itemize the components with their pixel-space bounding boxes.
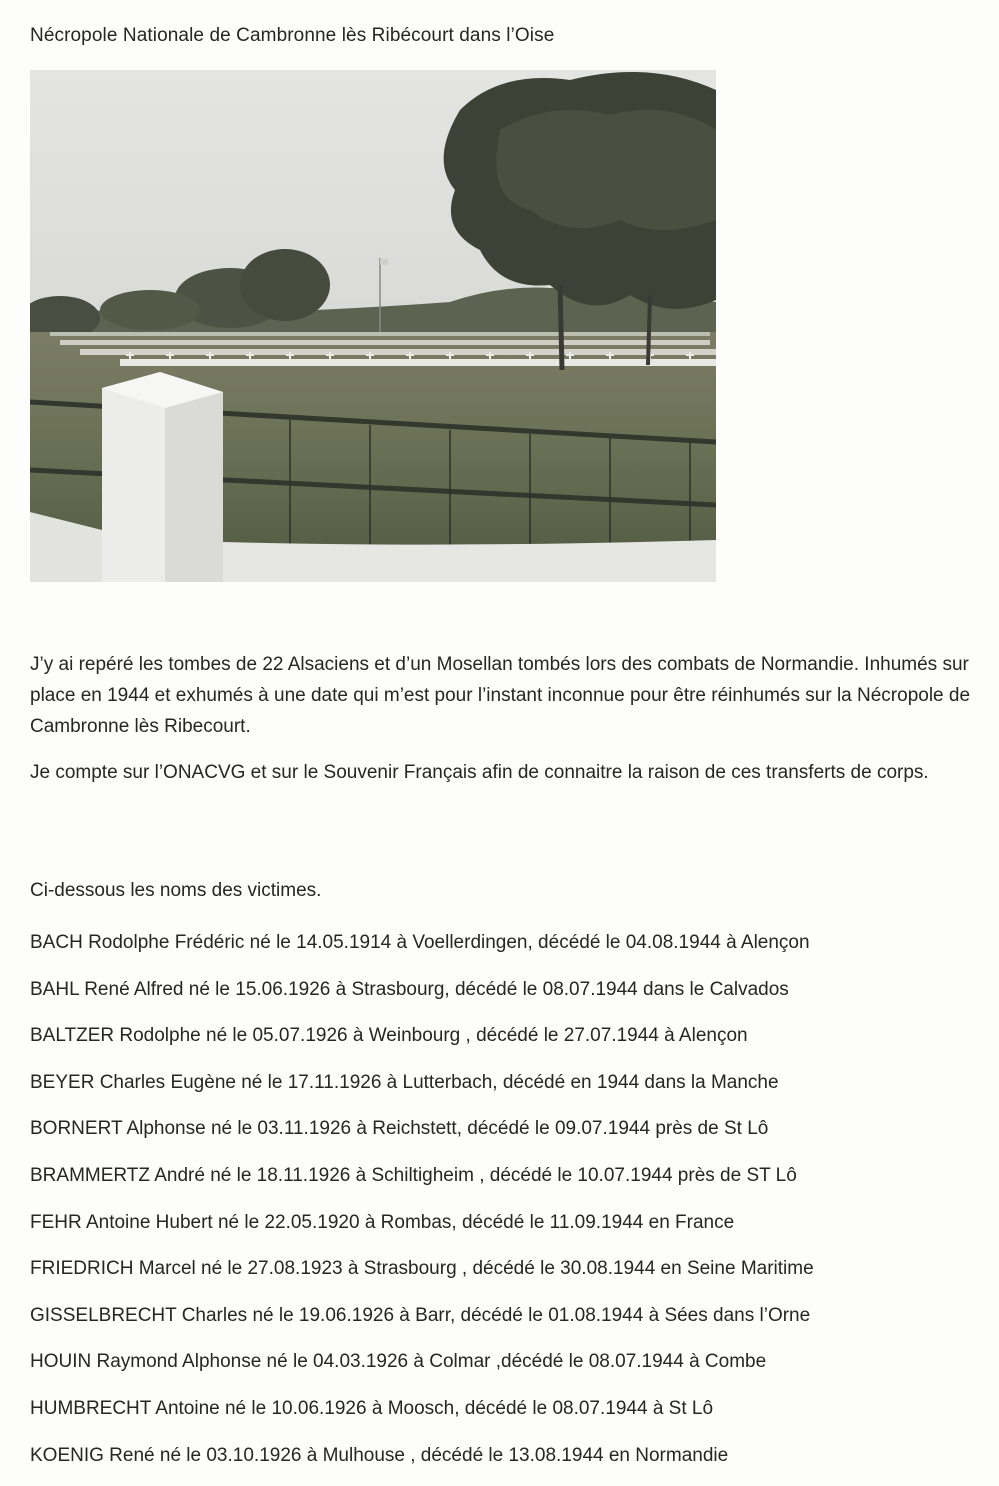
victim-entry: BALTZER Rodolphe né le 05.07.1926 à Weinbourg , décédé le 27.07.1944 à Alençon xyxy=(30,1025,748,1047)
victim-entry: BORNERT Alphonse né le 03.11.1926 à Reichstett, décédé le 09.07.1944 près de St Lô xyxy=(30,1118,769,1140)
victim-entry: GISSELBRECHT Charles né le 19.06.1926 à Barr, décédé le 01.08.1944 à Sées dans l’Orne xyxy=(30,1304,811,1326)
victims-list-intro: Ci-dessous les noms des victimes. xyxy=(30,880,322,901)
intro-paragraph: J’y ai repéré les tombes de 22 Alsaciens et d’un Mosellan tombés lors des combats de Normandie. Inhumés sur place en 1944 et exhumés à une date qui m’est pour l’instant inconnue pour être réinhumés sur la Nécropole de Cambronne lès Ribecourt. xyxy=(30,654,971,737)
page-title: Nécropole Nationale de Cambronne lès Ribécourt dans l’Oise xyxy=(30,25,555,46)
cemetery-photo xyxy=(30,70,716,582)
victim-entry: HUMBRECHT Antoine né le 10.06.1926 à Moosch, décédé le 08.07.1944 à St Lô xyxy=(30,1397,714,1419)
request-paragraph: Je compte sur l’ONACVG et sur le Souvenir Français afin de connaitre la raison de ces transferts de corps. xyxy=(30,762,929,783)
victim-entry: BEYER Charles Eugène né le 17.11.1926 à Lutterbach, décédé en 1944 dans la Manche xyxy=(30,1071,779,1093)
victim-entry: HOUIN Raymond Alphonse né le 04.03.1926 à Colmar ,décédé le 08.07.1944 à Combe xyxy=(30,1351,767,1373)
victim-entry: BACH Rodolphe Frédéric né le 14.05.1914 à Voellerdingen, décédé le 04.08.1944 à Alençon xyxy=(30,932,810,953)
victims-list xyxy=(30,927,814,1486)
victim-entry: BAHL René Alfred né le 15.06.1926 à Strasbourg, décédé le 08.07.1944 dans le Calvados xyxy=(30,978,789,1000)
victim-entry: FEHR Antoine Hubert né le 22.05.1920 à Rombas, décédé le 11.09.1944 en France xyxy=(30,1211,735,1233)
victim-entry: KOENIG René né le 03.10.1926 à Mulhouse , décédé le 13.08.1944 en Normandie xyxy=(30,1444,729,1466)
victim-entry: FRIEDRICH Marcel né le 27.08.1923 à Strasbourg , décédé le 30.08.1944 en Seine Maritime xyxy=(30,1258,814,1280)
victim-entry: BRAMMERTZ André né le 18.11.1926 à Schiltigheim , décédé le 10.07.1944 près de ST Lô xyxy=(30,1164,797,1186)
